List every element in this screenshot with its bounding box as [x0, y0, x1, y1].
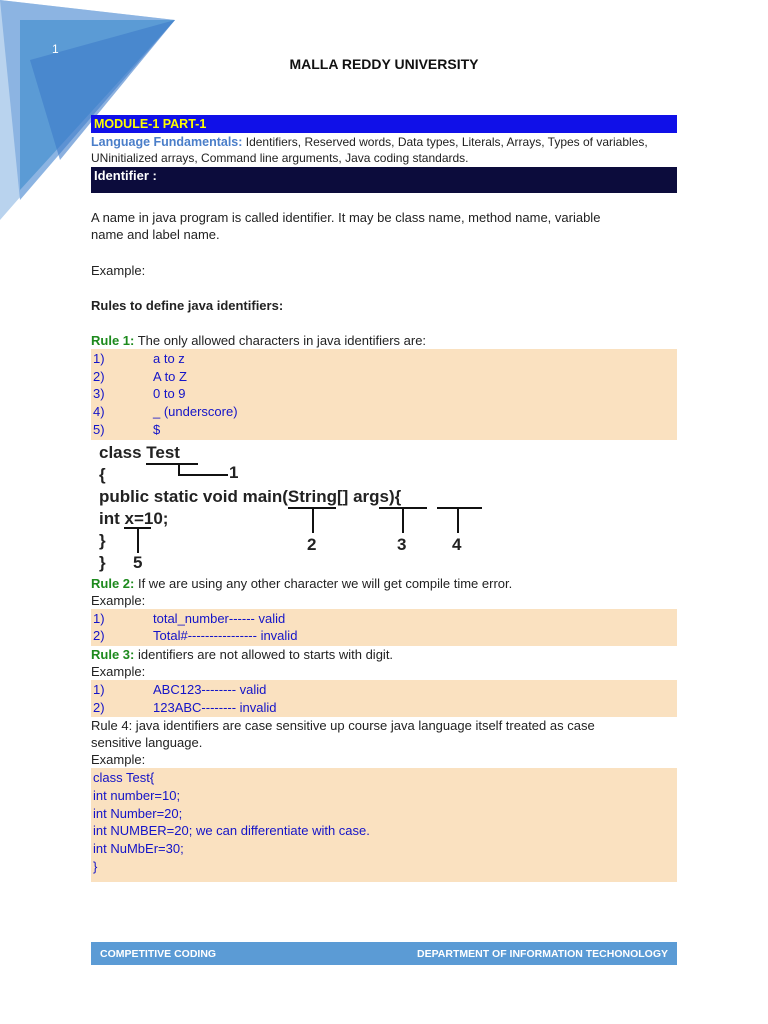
item-text: Total#---------------- invalid: [153, 628, 298, 644]
rule1: [91, 332, 677, 349]
lang-topics-2: UNinitialized arrays, Command line arguments, Java coding standards.: [91, 151, 469, 165]
lang-label: Language Fundamentals:: [91, 135, 243, 149]
rule1-label: Rule 1:: [91, 333, 135, 348]
code-line: int Number=20;: [93, 805, 183, 821]
rule3: [91, 646, 677, 663]
intro-line-1: A name in java program is called identifier. It may be class name, method name, variable: [91, 210, 601, 225]
footer-left: COMPETITIVE CODING: [100, 947, 217, 960]
rule1-list: [91, 349, 677, 440]
marker-4: 4: [452, 534, 462, 554]
code-line-5: }: [99, 530, 106, 550]
item-number: 1): [93, 351, 105, 366]
item-number: 1): [93, 610, 105, 626]
marker-5: 5: [133, 552, 143, 572]
rules-heading: Rules to define java identifiers:: [91, 298, 284, 313]
footer-right: DEPARTMENT OF INFORMATION TECHONOLOGY: [416, 947, 668, 960]
code-line: int NUMBER=20; we can differentiate with case.: [93, 823, 370, 839]
item-text: A to Z: [153, 368, 187, 384]
item-number: 2): [93, 628, 105, 644]
list-item: [93, 385, 675, 403]
rule2: [91, 575, 677, 592]
item-text: _ (underscore): [153, 404, 238, 420]
list-item: [93, 610, 675, 628]
example-label: Example:: [91, 263, 146, 278]
language-fundamentals: [91, 134, 677, 166]
list-item: [93, 368, 675, 386]
code-line-3: public static void main(String[] args){: [99, 486, 402, 506]
rule3-text: identifiers are not allowed to starts with digit.: [137, 646, 394, 662]
document-body: [91, 115, 677, 882]
item-number: 5): [93, 421, 105, 437]
item-number: 2): [93, 699, 105, 715]
rule4-line-2: sensitive language.: [91, 735, 203, 751]
rule4-line-1: Rule 4: java identifiers are case sensitive up course java language itself treated as case: [91, 718, 595, 734]
code-line: int NuMbEr=30;: [93, 841, 184, 857]
rule4-code: [91, 768, 677, 881]
rule2-example-label: Example:: [91, 592, 146, 608]
marker-2: 2: [307, 534, 317, 554]
item-text: total_number------ valid: [153, 610, 286, 626]
list-item: [93, 627, 675, 645]
code-line-2: {: [99, 464, 106, 484]
rule4-example-label: Example:: [91, 752, 146, 768]
rule3-label: Rule 3:: [91, 646, 135, 662]
rule2-text: If we are using any other character we will get compile time error.: [137, 575, 513, 591]
code-line-6: }: [99, 552, 106, 572]
code-line-4: int x=10;: [99, 508, 169, 528]
item-number: 2): [93, 368, 105, 384]
item-text: ABC123-------- valid: [153, 681, 267, 697]
marker-1: 1: [229, 462, 239, 482]
item-text: 0 to 9: [153, 386, 186, 402]
code-line: class Test{: [93, 770, 155, 786]
page-number: 1: [52, 42, 59, 56]
code-diagram: [91, 443, 677, 573]
footer-bar: [91, 942, 677, 965]
code-line: int number=10;: [93, 788, 181, 804]
rule2-list: [91, 609, 677, 646]
item-text: 123ABC-------- invalid: [153, 699, 277, 715]
list-item: [93, 681, 675, 699]
list-item: [93, 350, 675, 368]
lang-topics-1: Identifiers, Reserved words, Data types, Literals, Arrays, Types of variables,: [245, 135, 648, 149]
item-text: a to z: [153, 351, 185, 366]
code-line: }: [93, 858, 98, 874]
marker-3: 3: [397, 534, 407, 554]
item-number: 4): [93, 404, 105, 420]
rule2-label: Rule 2:: [91, 575, 135, 591]
page-title: MALLA REDDY UNIVERSITY: [289, 56, 479, 72]
intro-line-2: name and label name.: [91, 227, 220, 242]
list-item: [93, 403, 675, 421]
item-text: $: [153, 421, 161, 437]
list-item: [93, 421, 675, 439]
module-heading: MODULE-1 PART-1: [91, 115, 677, 133]
code-line-1: class Test: [99, 442, 180, 462]
item-number: 3): [93, 386, 105, 402]
rule1-text: The only allowed characters in java identifiers are:: [137, 333, 427, 348]
identifier-heading: Identifier :: [91, 167, 677, 193]
rule3-list: [91, 680, 677, 717]
list-item: [93, 699, 675, 717]
rule3-example-label: Example:: [91, 663, 146, 679]
item-number: 1): [93, 681, 105, 697]
